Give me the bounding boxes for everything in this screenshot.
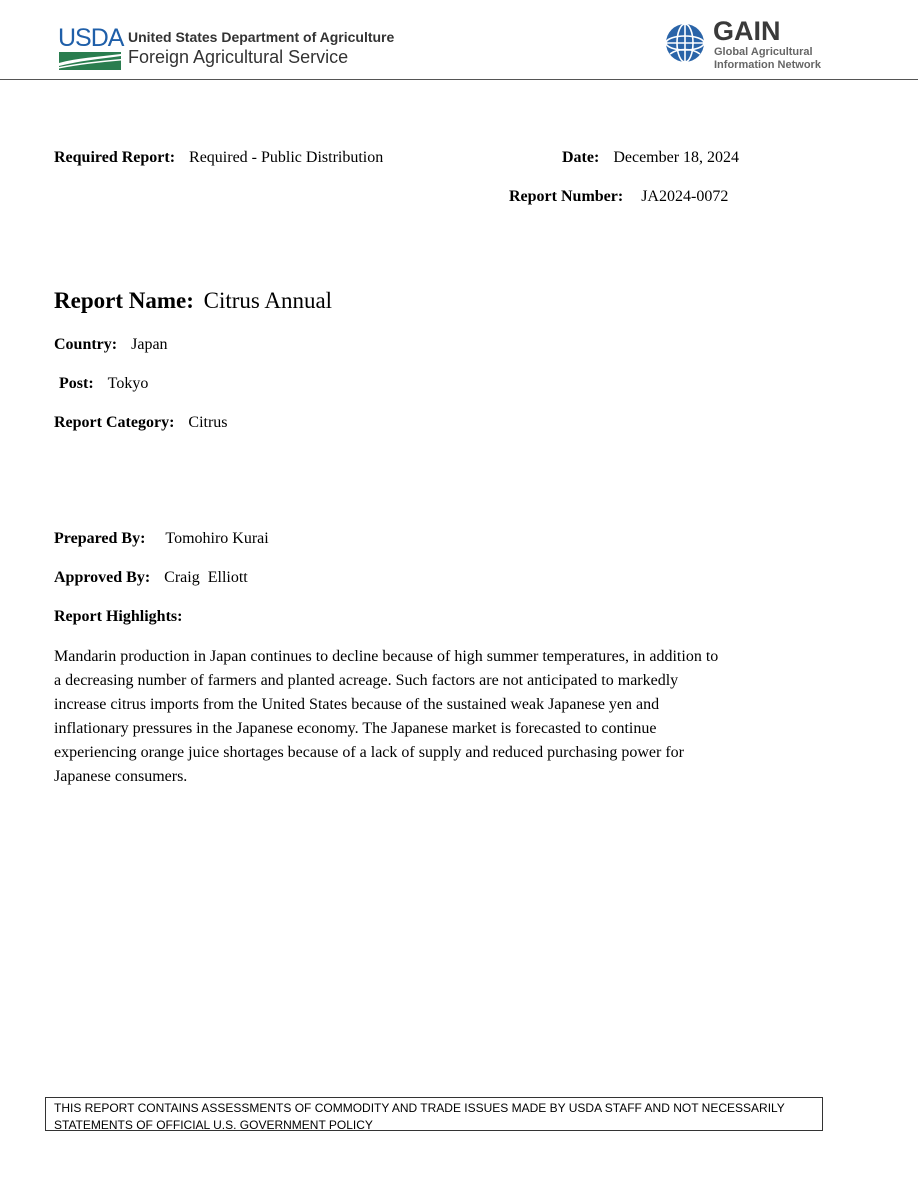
usda-green-swoosh-icon — [59, 52, 123, 70]
report-name-field — [54, 288, 332, 314]
approved-by-value: Craig Elliott — [164, 569, 248, 586]
post-label: Post: — [59, 375, 94, 392]
highlights-line: inflationary pressures in the Japanese economy. The Japanese market is forecasted to continue — [54, 720, 657, 737]
country-field — [54, 336, 168, 354]
report-number-label: Report Number: — [509, 188, 624, 205]
country-label: Country: — [54, 336, 118, 353]
report-number-field — [509, 188, 728, 206]
approved-by-label: Approved By: — [54, 569, 151, 586]
report-highlights-label: Report Highlights: — [54, 608, 183, 625]
department-name: United States Department of Agriculture — [128, 29, 395, 45]
prepared-by-field — [54, 530, 269, 548]
required-report-value: Required - Public Distribution — [189, 149, 384, 166]
highlights-line: Mandarin production in Japan continues to decline because of high summer temperatures, in addition to — [54, 648, 719, 665]
header-divider — [0, 79, 918, 80]
date-field — [562, 149, 739, 167]
report-highlights-body — [54, 645, 814, 789]
date-label: Date: — [562, 149, 600, 166]
post-value: Tokyo — [107, 375, 149, 392]
policy-disclaimer-box — [45, 1097, 823, 1131]
disclaimer-line2: STATEMENTS OF OFFICIAL U.S. GOVERNMENT POLICY — [54, 1118, 373, 1132]
globe-icon — [664, 22, 706, 64]
usda-logo — [58, 25, 124, 73]
report-category-label: Report Category: — [54, 414, 175, 431]
post-field — [59, 375, 148, 393]
required-report-field — [54, 149, 383, 167]
date-value: December 18, 2024 — [613, 149, 740, 166]
report-category-field — [54, 414, 228, 432]
required-report-label: Required Report: — [54, 149, 176, 166]
highlights-line: increase citrus imports from the United States because of the sustained weak Japanese yen and — [54, 696, 660, 713]
approved-by-field — [54, 569, 248, 587]
disclaimer-line1: THIS REPORT CONTAINS ASSESSMENTS OF COMMODITY AND TRADE ISSUES MADE BY USDA STAFF AND NOT NECESSARILY — [54, 1101, 785, 1115]
report-category-value: Citrus — [188, 414, 228, 431]
highlights-line: experiencing orange juice shortages because of a lack of supply and reduced purchasing power for — [54, 744, 684, 761]
highlights-line: Japanese consumers. — [54, 768, 188, 785]
report-highlights-heading — [54, 608, 182, 626]
gain-title: GAIN — [713, 16, 781, 46]
report-number-value: JA2024-0072 — [641, 188, 729, 205]
highlights-line: a decreasing number of farmers and planted acreage. Such factors are not anticipated to markedly — [54, 672, 679, 689]
report-name-value: Citrus Annual — [203, 288, 333, 313]
report-name-label: Report Name: — [54, 288, 194, 313]
gain-subtitle — [714, 46, 821, 72]
prepared-by-label: Prepared By: — [54, 530, 146, 547]
gain-subtitle-line2: Information Network — [714, 59, 821, 71]
prepared-by-value: Tomohiro Kurai — [165, 530, 269, 547]
agency-name: Foreign Agricultural Service — [128, 47, 349, 67]
gain-subtitle-line1: Global Agricultural — [714, 46, 813, 58]
usda-logo-text: USDA — [58, 24, 124, 52]
country-value: Japan — [131, 336, 168, 353]
